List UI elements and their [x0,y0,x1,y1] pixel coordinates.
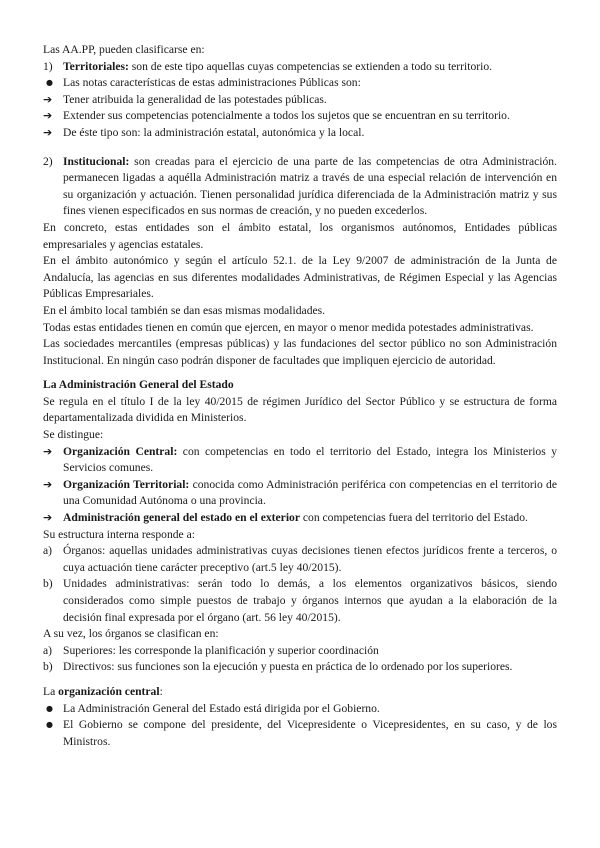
arrow-text: con competencias fuera del territorio del Estado. [299,511,528,525]
arrow-item [43,92,557,109]
structure-item [43,543,557,576]
paragraph: En concreto, estas entidades son el ámbito estatal, los organismos autónomos, Entidades públicas empresariales y agencias estatales. [43,220,557,251]
arrow-icon: ➔ [43,511,53,525]
bullet-icon: ● [46,78,53,88]
institucional-text: son creadas para el ejercicio de una parte de las competencias de otra Administración. permanecen ligadas a aquélla Administración matriz a través de una especial relación de intervención en su organización y actuación. Tienen personalidad jurídica diferenciada de la Administración matriz y sus fines vienen especificados en sus normas de creación, y no pueden excederlos. [63,154,557,218]
arrow-icon: ➔ [43,109,53,123]
arrow-item [43,108,557,125]
arrow-icon: ➔ [43,477,53,491]
list-item [43,717,557,750]
territoriales-title: Territoriales: [63,59,129,73]
paragraph: Todas estas entidades tienen en común que ejercen, en mayor o menor medida potestades administrativas. [43,320,534,334]
list-marker: b) [43,660,53,674]
list-marker: a) [43,643,53,657]
list-marker: 2) [43,154,53,168]
arrow-title: Organización Territorial: [63,477,190,491]
arrow-title: Administración general del estado en el exterior [63,511,300,525]
organos-text: Superiores: les corresponde la planificación y superior coordinación [63,643,379,657]
institucional-item [43,154,557,220]
list-marker: b) [43,577,53,591]
territoriales-bullet [43,75,557,92]
organos-text: Directivos: sus funciones son la ejecución y puesta en práctica de lo ordenado por los superiores. [63,660,513,674]
section-heading-age: La Administración General del Estado [43,378,234,392]
arrow-icon: ➔ [43,92,53,106]
territoriales-item [43,59,557,76]
arrow-text: De éste tipo son: la administración estatal, autonómica y la local. [63,125,365,139]
arrow-icon: ➔ [43,125,53,139]
paragraph: Se regula en el título I de la ley 40/2015 de régimen Jurídico del Sector Público y se estructura de forma departamentalizada dividida en Ministerios. [43,394,557,425]
territoriales-text: son de este tipo aquellas cuyas competencias se extienden a todo su territorio. [128,59,493,73]
paragraph: Las sociedades mercantiles (empresas públicas) y las fundaciones del sector público no son Administración Institucional. En ningún caso podrán disponer de facultades que impliquen ejercicio de autoridad. [43,337,557,367]
paragraph: En el ámbito autonómico y según el artículo 52.1. de la Ley 9/2007 de administración de la Junta de Andalucía, las agencias en sus diferentes modalidades Administrativas, de Régimen Especial y las Agencias Públicas Empresariales. [43,254,557,301]
structure-text: Unidades administrativas: serán todo lo demás, a los elementos organizativos básicos, siendo considerados como simple puestos de trabajo y órganos internos que ayudan a la elaboración de la decisión final expresada por el órgano (art. 56 ley 40/2015). [63,577,557,624]
arrow-item [43,125,557,142]
paragraph: Se distingue: [43,428,104,442]
arrow-text: Extender sus competencias potencialmente a todos los sujetos que se encuentran en su territorio. [63,109,510,123]
structure-text: Órganos: aquellas unidades administrativas cuyas decisiones tienen efectos jurídicos frente a terceros, o cuya actuación tiene carácter preceptivo (art.5 ley 40/2015). [63,544,557,574]
arrow-item [43,510,557,527]
paragraph: Su estructura interna responde a: [43,527,195,541]
institucional-title: Institucional: [63,154,130,168]
bullet-text: El Gobierno se compone del presidente, del Vicepresidente o Vicepresidentes, en su caso, y de los Ministros. [63,718,557,748]
paragraph: En el ámbito local también se dan esas mismas modalidades. [43,303,326,317]
arrow-text: conocida como Administración periférica con competencias en el territorio de una Comunidad Autónoma o una provincia. [63,477,557,508]
organos-item [43,659,557,676]
bullet-text: La Administración General del Estado está dirigida por el Gobierno. [63,701,380,715]
list-marker: 1) [43,59,53,73]
structure-item [43,576,557,626]
intro-line: Las AA.PP, pueden clasificarse en: [43,43,205,56]
document-body [43,42,557,750]
arrow-title: Organización Central: [63,444,178,458]
bullet-icon: ● [46,703,53,713]
arrow-icon: ➔ [43,444,53,458]
bullet-icon: ● [46,720,53,730]
arrow-text: con competencias en todo el territorio del Estado, integra los Ministerios y Servicios comunes. [63,444,557,475]
section-heading-org-central: La organización central: [43,684,163,698]
bullet-text: Las notas características de estas administraciones Públicas son: [63,76,361,90]
list-item [43,701,557,718]
organos-item [43,643,557,660]
list-marker: a) [43,544,53,558]
arrow-item [43,477,557,510]
org-central-title: organización central [58,684,160,698]
arrow-item [43,444,557,477]
paragraph: A su vez, los órganos se clasifican en: [43,627,219,641]
arrow-text: Tener atribuida la generalidad de las potestades públicas. [63,92,327,106]
